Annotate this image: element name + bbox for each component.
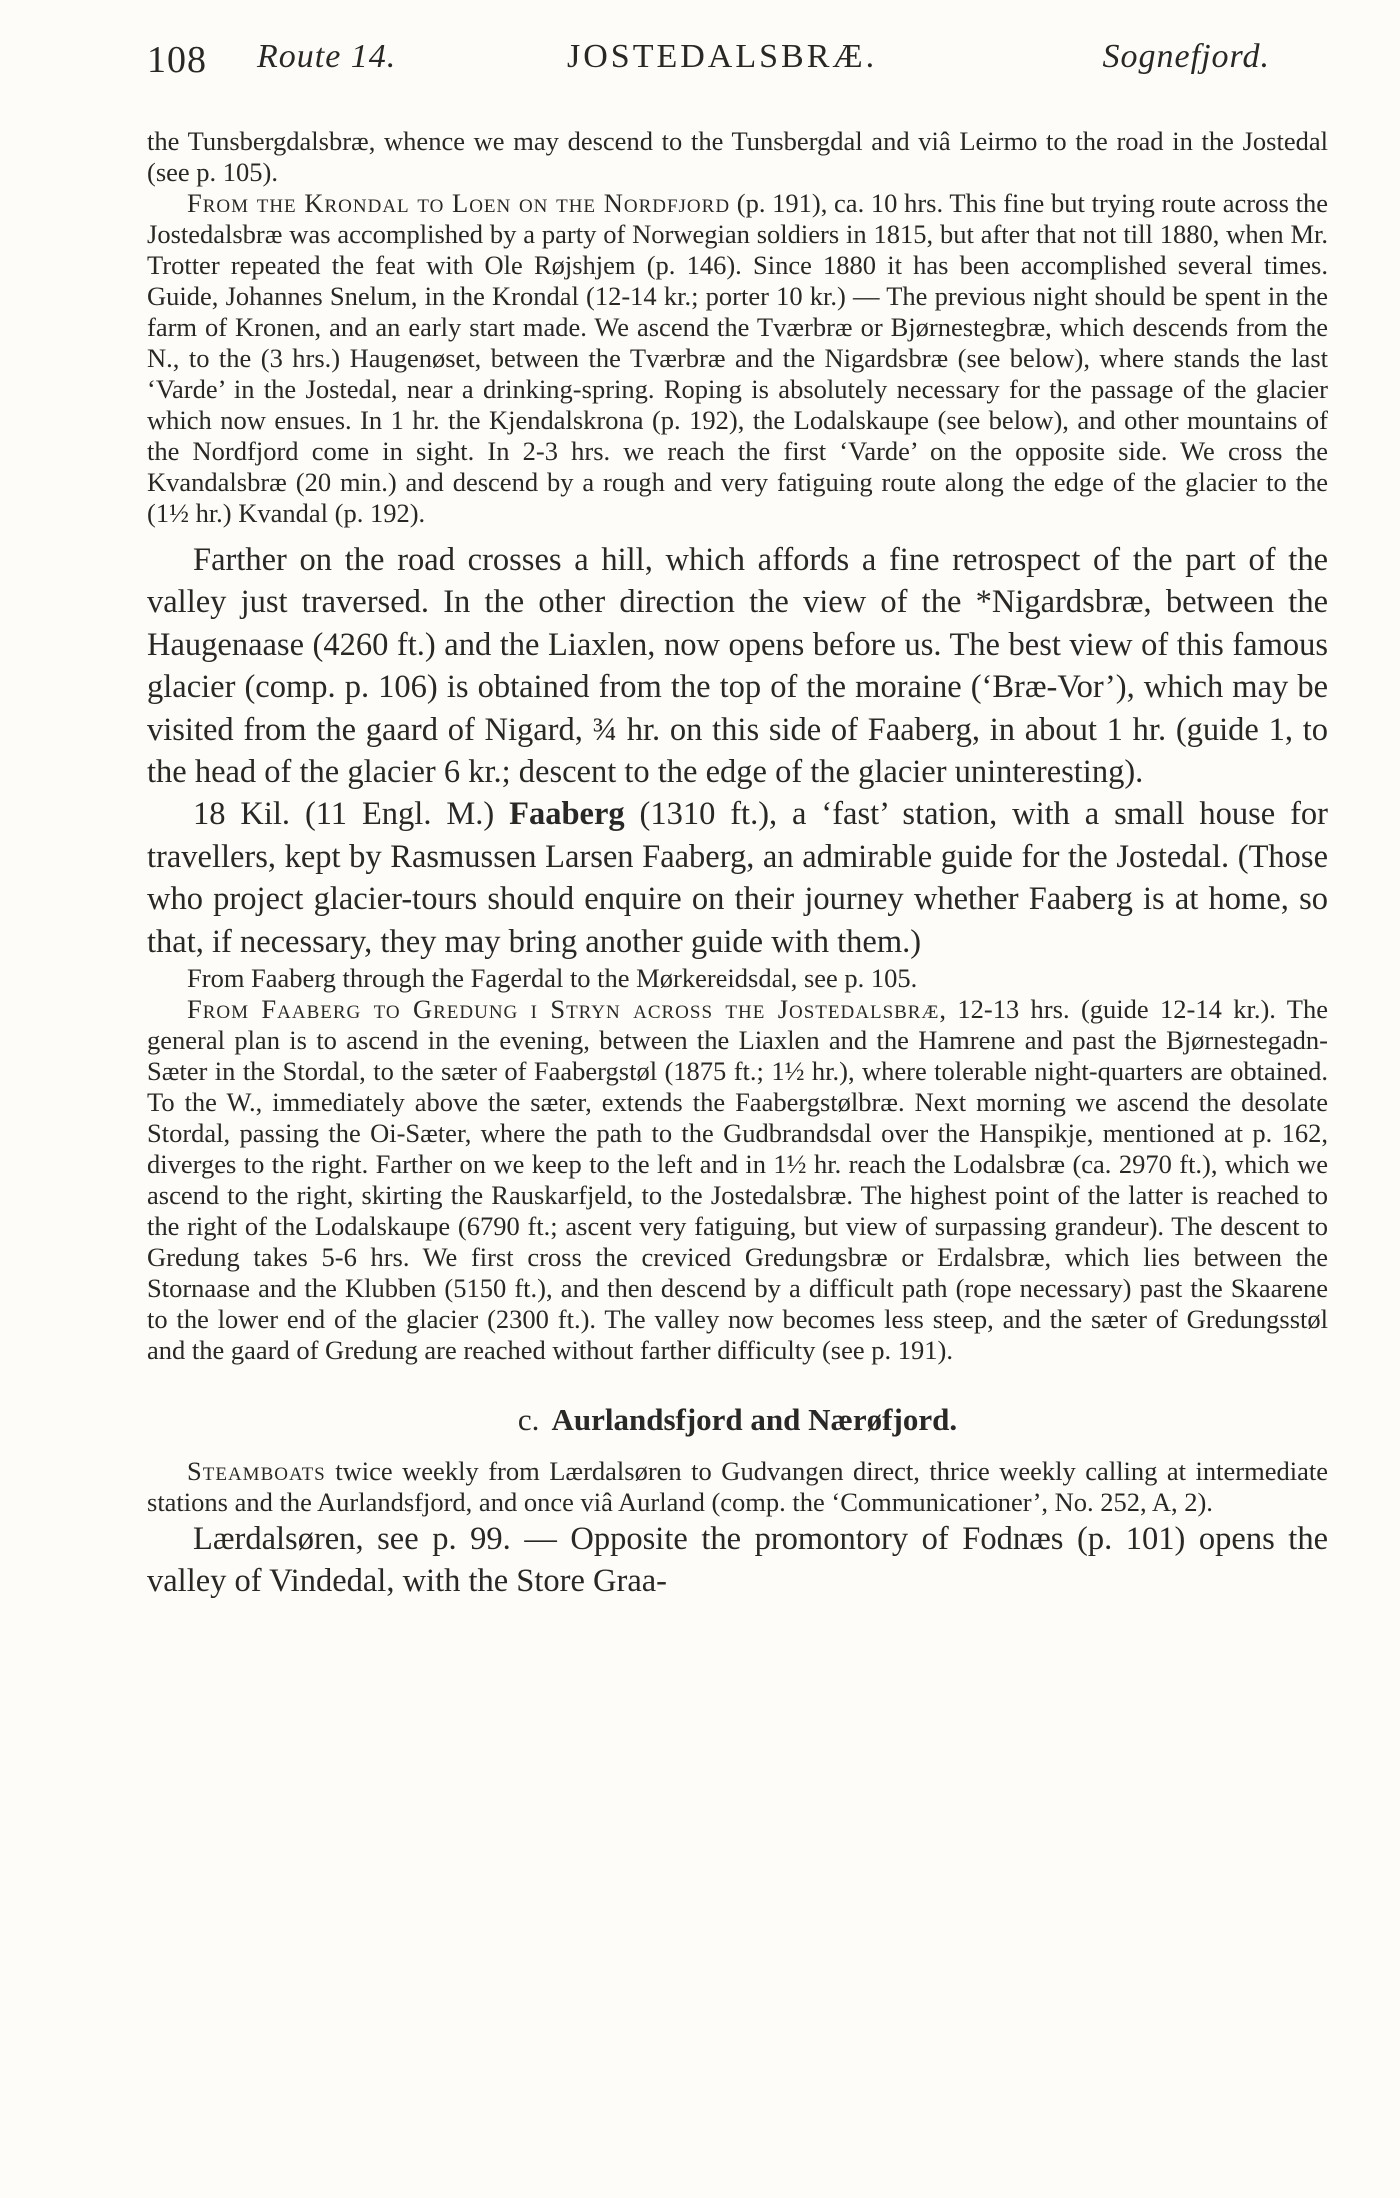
paragraph-fagerdal — [147, 963, 1328, 994]
paragraph-faaberg — [147, 793, 1328, 963]
paragraph-text: Farther on the road crosses a hill, which affords a fine retrospect of the part of the valley just traversed. In the other direction the view of the *Nigardsbræ, between the Haugenaase (4260 ft.) and the Liaxlen, now opens before us. The best view of this famous glacier (comp. p. 106) is obtained from the top of the moraine (‘Bræ-Vor’), which may be visited from the gaard of Nigard, ¾ hr. on this side of Faaberg, in about 1 hr. (guide 1, to the head of the glacier 6 kr.; descent to the edge of the glacier uninteresting). — [147, 542, 1328, 791]
paragraph-text: Lærdalsøren, see p. 99. — Opposite the promontory of Fodnæs (p. 101) opens the valley of Vindedal, with the Store Graa- — [147, 1521, 1328, 1600]
paragraph-faaberg-gredung — [147, 994, 1328, 1366]
paragraph-krondal-loen — [147, 188, 1328, 529]
paragraph-nigardsbrae — [147, 539, 1328, 793]
paragraph-lead: From the Krondal to Loen on the Nordfjord — [187, 188, 731, 218]
paragraph-text: (p. 191), ca. 10 hrs. This fine but trying route across the Jostedalsbræ was accomplished by a party of Norwegian soldiers in 1815, but after that not till 1880, when Mr. Trotter repeated the feat with Ole Røjshjem (p. 146). Since 1880 it has been accomplished several times. Guide, Johannes Snelum, in the Krondal (12-14 kr.; porter 10 kr.) — The previous night should be spent in the farm of Kronen, and an early start made. We ascend the Tværbræ or Bjørnestegbræ, which descends from the N., to the (3 hrs.) Haugenøset, between the Tværbræ and the Nigardsbræ (see below), where stands the last ‘Varde’ in the Jostedal, near a drinking-spring. Roping is absolutely necessary for the passage of the glacier which now ensues. In 1 hr. the Kjendalskrona (p. 192), the Lodalskaupe (see below), and other mountains of the Nordfjord come in sight. In 2-3 hrs. we reach the first ‘Varde’ on the opposite side. We cross the Kvandalsbræ (20 min.) and descend by a rough and very fatiguing route along the edge of the glacier to the (1½ hr.) Kvandal (p. 192). — [147, 188, 1329, 528]
paragraph-text: From Faaberg through the Fagerdal to the Mørkereidsdal, see p. 105. — [187, 963, 918, 994]
paragraph-tunsbergdal — [147, 126, 1328, 188]
paragraph-text: (1310 ft.), a ‘fast’ station, with a small house for travellers, kept by Rasmussen Larsen Faaberg, an admirable guide for the Jostedal. (Those who project glacier-tours should enquire on their journey whether Faaberg is at home, so that, if necessary, they may bring another guide with them.) — [147, 796, 1329, 960]
paragraph-lead: Steamboats — [187, 1456, 326, 1487]
paragraph-text: the Tunsbergdalsbræ, whence we may descend to the Tunsbergdal and viâ Leirmo to the road in the Jostedal (see p. 105). — [147, 126, 1328, 187]
section-heading — [147, 1402, 1328, 1438]
paragraph-text: twice weekly from Lærdalsøren to Gudvangen direct, thrice weekly calling at intermediate stations and the Aurlandsfjord, and once viâ Aurland (comp. the ‘Communicationer’, No. 252, A, 2). — [147, 1456, 1328, 1518]
paragraph-text: , 12-13 hrs. (guide 12-14 kr.). The general plan is to ascend in the evening, between the Liaxlen and the Hamrene and past the Bjørnestegadn-Sæter in the Stordal, to the sæter of Faabergstøl (1875 ft.; 1½ hr.), where tolerable night-quarters are obtained. To the W., immediately above the sæter, extends the Faabergstølbræ. Next morning we ascend the desolate Stordal, passing the Oi-Sæter, where the path to the Gudbrandsdal over the Hanspikje, mentioned at p. 162, diverges to the right. Farther on we keep to the left and in 1½ hr. reach the Lodalsbræ (ca. 2970 ft.), which we ascend to the right, skirting the Rauskarfjeld, to the Jostedalsbræ. The highest point of the latter is reached to the right of the Lodalskaupe (6790 ft.; ascent very fatiguing, but view of surpassing grandeur). The descent to Gredung takes 5-6 hrs. We first cross the creviced Gredungsbræ or Erdalsbræ, which lies between the Stornaase and the Klubben (5150 ft.), and then descend by a difficult path (rope necessary) past the Skaarene to the lower end of the glacier (2300 ft.). The valley now becomes less steep, and the sæter of Gredungsstøl and the gaard of Gredung are reached without farther difficulty (see p. 191). — [147, 994, 1328, 1366]
paragraph-steamboats — [147, 1456, 1328, 1518]
paragraph-prefix: 18 Kil. (11 Engl. M.) — [193, 796, 510, 833]
section-letter: c. — [517, 1402, 540, 1438]
paragraph-laerdalsoren — [147, 1518, 1328, 1603]
paragraph-lead: From Faaberg to Gredung i Stryn across the Jostedalsbræ — [187, 994, 940, 1025]
page-number: 108 — [147, 39, 207, 81]
place-name-faaberg: Faaberg — [509, 796, 625, 833]
page-title: JOSTEDALSBRÆ. — [567, 38, 878, 75]
page-body — [147, 126, 1328, 1603]
route-label: Route 14. — [257, 38, 397, 75]
running-head — [147, 38, 1270, 88]
region-label: Sognefjord. — [1102, 38, 1270, 75]
section-title: Aurlandsfjord and Nærøfjord. — [551, 1402, 958, 1438]
